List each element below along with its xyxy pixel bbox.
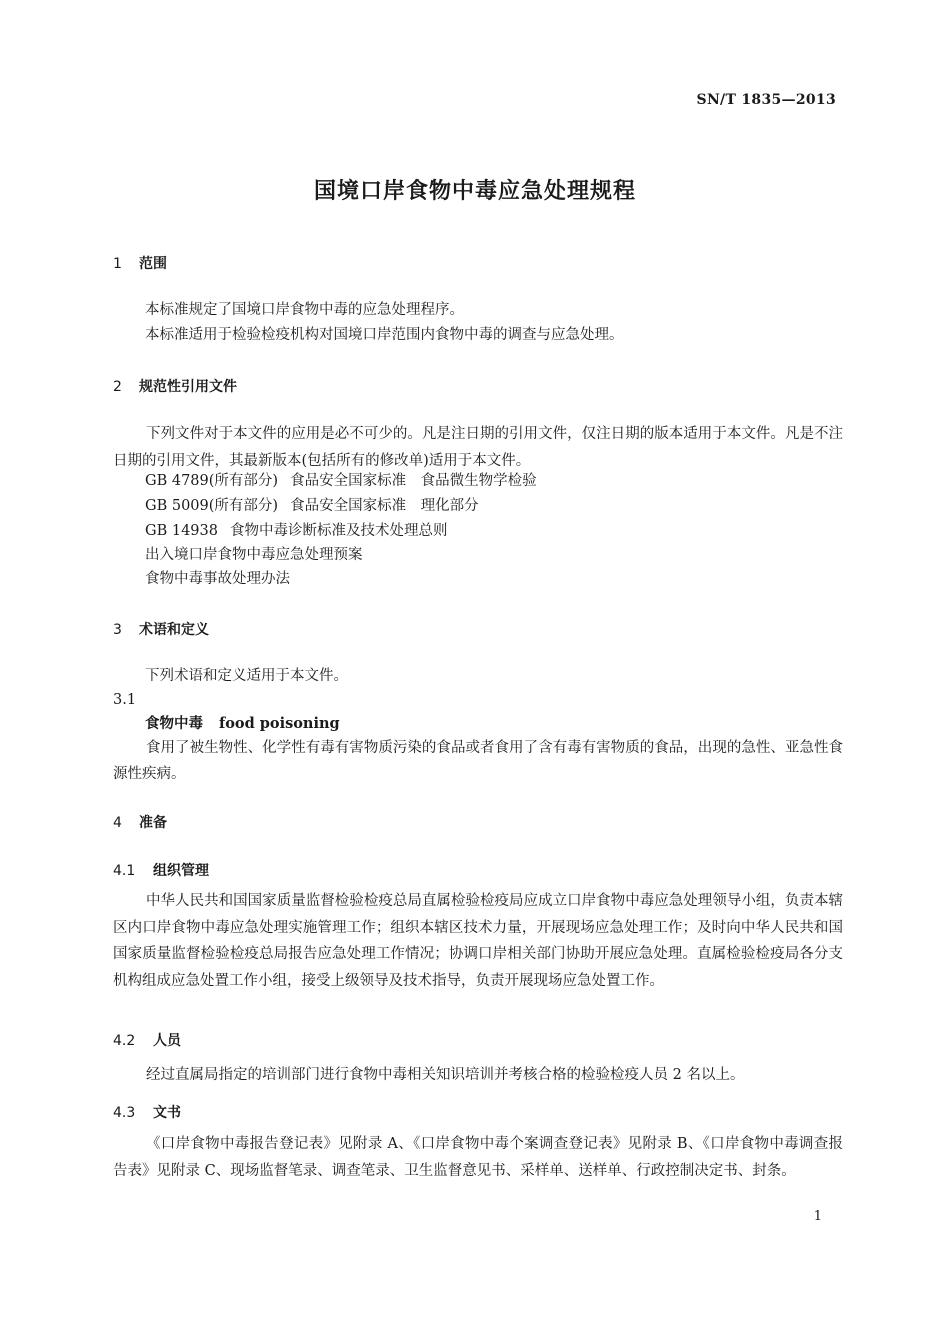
section-number: 1	[113, 256, 122, 272]
reference-item	[145, 519, 447, 544]
s2-intro-paragraph: 下列文件对于本文件的应用是必不可少的。凡是注日期的引用文件，仅注日期的版本适用于本文件。凡是不注日期的引用文件，其最新版本(包括所有的修改单)适用于本文件。	[113, 426, 843, 469]
reference-name: 食物中毒诊断标准及技术处理总则	[229, 523, 448, 539]
term-english: food poisoning	[219, 715, 340, 732]
section-1-heading	[113, 253, 167, 273]
section-2-heading	[113, 376, 237, 396]
subsection-number: 4.1	[113, 863, 136, 879]
section-number: 2	[113, 379, 122, 395]
s3-intro: 下列术语和定义适用于本文件。	[145, 668, 348, 684]
section-title: 规范性引用文件	[139, 379, 237, 395]
reference-name: 食品安全国家标准 食品微生物学检验	[290, 473, 537, 489]
section-title: 准备	[139, 815, 167, 831]
reference-item	[145, 494, 479, 519]
section-title: 术语和定义	[139, 622, 209, 638]
document-title: 国境口岸食物中毒应急处理规程	[313, 179, 636, 204]
s1-line-1: 本标准规定了国境口岸食物中毒的应急处理程序。	[145, 302, 464, 318]
section-title: 范围	[139, 256, 167, 272]
section-number: 4	[113, 815, 122, 831]
standard-code: SN/T 1835—2013	[696, 92, 836, 108]
section-number: 3	[113, 622, 122, 638]
reference-code: GB 4789(所有部分)	[145, 473, 279, 489]
reference-code: GB 14938	[145, 523, 218, 539]
section-3-heading	[113, 619, 209, 639]
reference-extra: 出入境口岸食物中毒应急处理预案	[145, 547, 363, 563]
subsection-title: 文书	[153, 1105, 181, 1121]
subsection-title: 人员	[153, 1033, 181, 1049]
term-number: 3.1	[113, 692, 137, 708]
reference-item	[145, 469, 537, 494]
subsection-number: 4.2	[113, 1033, 136, 1049]
reference-extra: 食物中毒事故处理办法	[145, 571, 290, 587]
s4-3-paragraph: 《口岸食物中毒报告登记表》见附录 A、《口岸食物中毒个案调查登记表》见附录 B、《口岸食物中毒调查报告表》见附录 C、现场监督笔录、调查笔录、卫生监督意见书、采样单、送样单、行政控制决定书、封条。	[113, 1136, 843, 1179]
section-4-heading	[113, 812, 167, 832]
term-heading	[145, 712, 340, 736]
s4-1-paragraph: 中华人民共和国国家质量监督检验检疫总局直属检验检疫局应成立口岸食物中毒应急处理领导小组，负责本辖区内口岸食物中毒应急处理实施管理工作；组织本辖区技术力量，开展现场应急处理工作；及时向中华人民共和国国家质量监督检验检疫总局报告应急处理工作情况；协调口岸相关部门协助开展应急处理。直属检验检疫局各分支机构组成应急处置工作小组，接受上级领导及技术指导，负责开展现场应急处置工作。	[113, 893, 843, 989]
section-4-2-heading	[113, 1030, 181, 1050]
subsection-number: 4.3	[113, 1105, 136, 1121]
page-number: 1	[813, 1209, 822, 1224]
s1-line-2: 本标准适用于检验检疫机构对国境口岸范围内食物中毒的调查与应急处理。	[145, 327, 624, 343]
section-4-1-heading	[113, 860, 209, 880]
s4-2-paragraph: 经过直属局指定的培训部门进行食物中毒相关知识培训并考核合格的检验检疫人员 2 名以上。	[146, 1067, 745, 1083]
reference-name: 食品安全国家标准 理化部分	[290, 498, 479, 514]
term-chinese: 食物中毒	[145, 716, 203, 732]
reference-code: GB 5009(所有部分)	[145, 498, 279, 514]
section-4-3-heading	[113, 1102, 181, 1122]
term-definition: 食用了被生物性、化学性有毒有害物质污染的食品或者食用了含有毒有害物质的食品，出现的急性、亚急性食源性疾病。	[113, 740, 843, 782]
subsection-title: 组织管理	[153, 863, 209, 879]
